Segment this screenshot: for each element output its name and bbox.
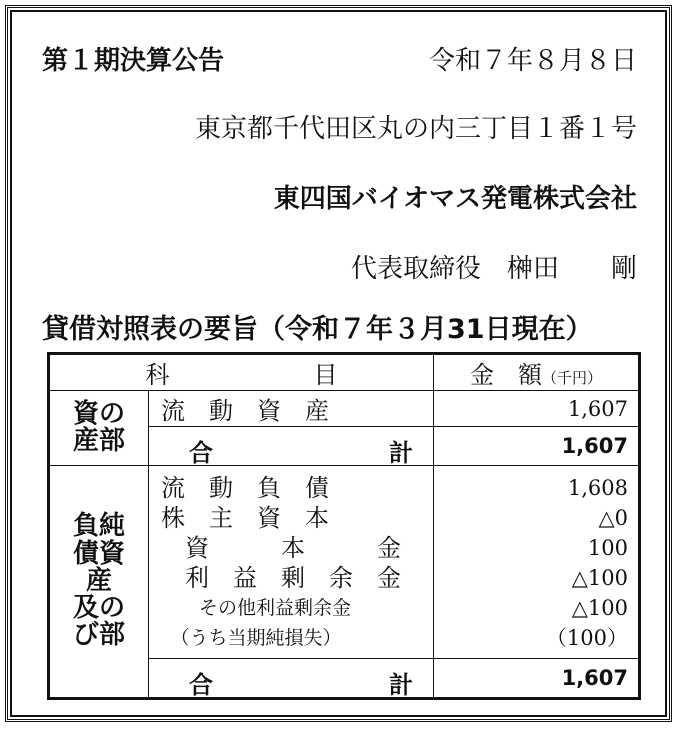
liabilities-row — [49, 466, 640, 659]
liabilities-values — [434, 466, 640, 659]
header-amount-label: 金 額 — [469, 361, 542, 389]
liab-total-left: 合 — [189, 671, 213, 699]
liabilities-items — [149, 466, 434, 659]
liab-value: 1,608 — [567, 476, 628, 500]
liab-value: 100 — [587, 536, 628, 560]
current-assets-label: 流 動 資 産 — [149, 391, 434, 427]
notice-date: 令和７年８月８日 — [428, 46, 637, 76]
liabilities-total-value: 1,607 — [434, 659, 640, 699]
liab-item: （うち当期純損失） — [161, 627, 342, 649]
balance-sheet-table — [47, 352, 641, 700]
header-subject: 科 目 — [49, 354, 434, 391]
liab-section-line: 産 — [85, 565, 112, 596]
assets-section-label — [49, 391, 149, 466]
header-unit: （千円） — [541, 369, 602, 387]
liab-value: △0 — [598, 506, 628, 530]
current-assets-value: 1,607 — [434, 391, 640, 427]
assets-total-label — [149, 427, 434, 466]
liab-section-line: 及の — [72, 593, 125, 624]
liab-item: 利 益 剰 余 金 — [161, 564, 401, 592]
notice-title: 第１期決算公告 — [42, 46, 225, 76]
liab-item: 株 主 資 本 — [161, 504, 329, 532]
liab-item: その他利益剰余金 — [161, 597, 352, 619]
liab-section-line: 債資 — [72, 538, 125, 569]
representative-name: 代表取締役 榊田 剛 — [350, 254, 637, 284]
liab-value: △100 — [571, 566, 628, 590]
assets-section-line: 資の — [72, 398, 125, 429]
assets-row — [49, 391, 640, 427]
liab-item: 資 本 金 — [161, 534, 401, 562]
liab-section-line: び部 — [72, 620, 125, 651]
company-address: 東京都千代田区丸の内三丁目１番１号 — [194, 114, 637, 144]
assets-section-line: 産部 — [72, 426, 125, 456]
assets-total-value: 1,607 — [434, 427, 640, 466]
liab-value: △100 — [571, 596, 628, 620]
liab-value: （100） — [545, 626, 628, 650]
liabilities-total-label — [149, 659, 434, 699]
table-header-row — [49, 354, 640, 391]
liab-total-right: 計 — [389, 671, 413, 699]
header-amount — [434, 354, 640, 391]
liab-item: 流 動 負 債 — [161, 474, 329, 502]
assets-total-left: 合 — [189, 439, 213, 467]
company-name: 東四国バイオマス発電株式会社 — [273, 184, 637, 214]
liab-section-line: 負純 — [72, 511, 125, 542]
summary-title: 貸借対照表の要旨（令和７年３月31日現在） — [42, 314, 593, 345]
assets-total-right: 計 — [389, 439, 413, 467]
liabilities-section-label — [49, 466, 149, 699]
